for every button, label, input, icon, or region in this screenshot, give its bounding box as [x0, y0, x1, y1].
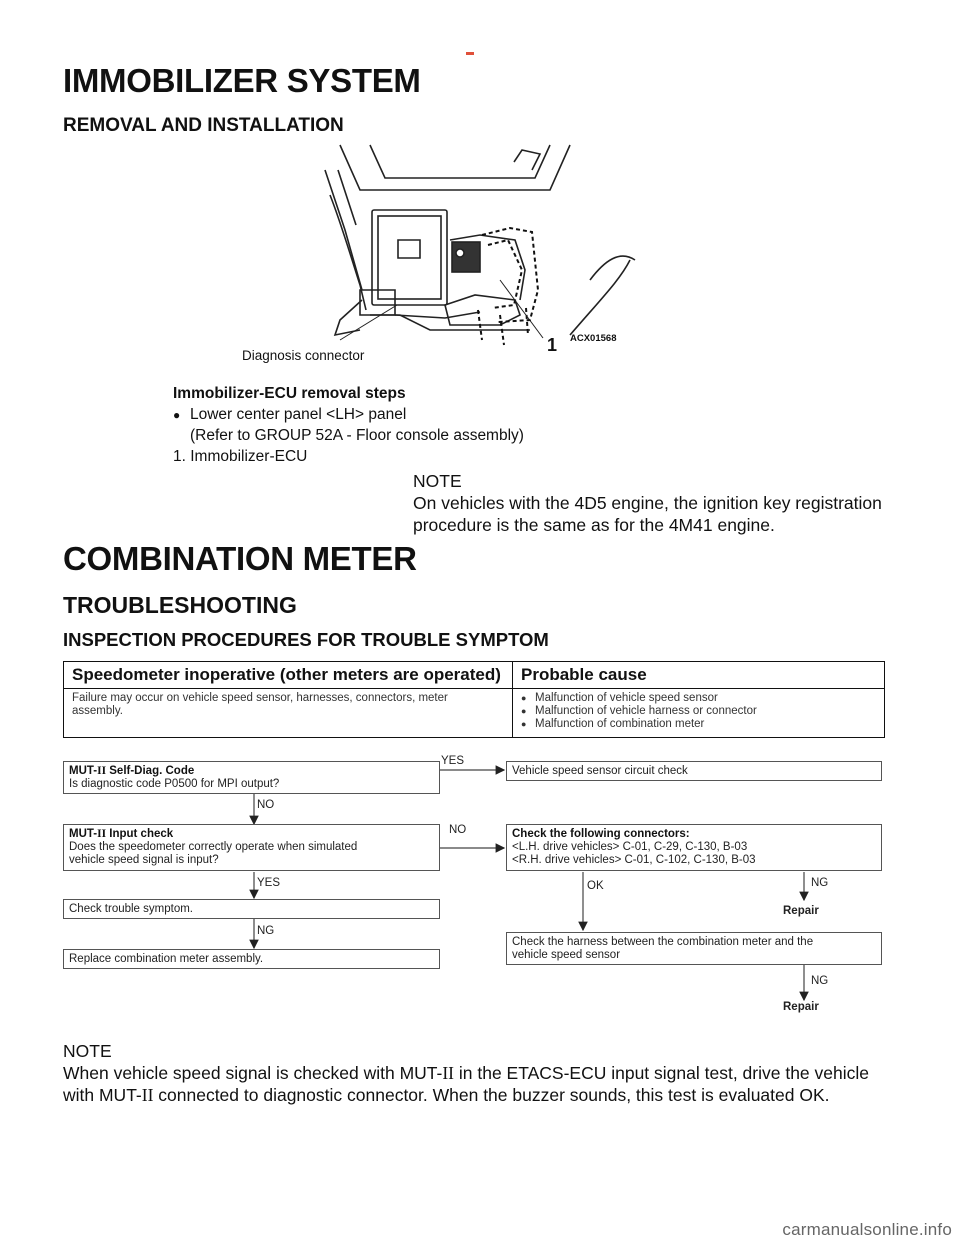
figure-code: ACX01568: [570, 333, 617, 344]
flow-label-no-2: NO: [449, 824, 467, 836]
flow-box-input-check-title: MUT-II Input check: [69, 828, 174, 840]
note-2-label: NOTE: [63, 1041, 112, 1061]
note-line-2: procedure is the same as for the 4M41 engine.: [413, 515, 775, 535]
bullet-icon: ●: [521, 693, 527, 703]
flow-box-speed-sensor-check: Vehicle speed sensor circuit check: [506, 761, 882, 781]
table-header-row: [64, 662, 885, 689]
bullet-icon: ●: [173, 408, 181, 422]
flow-box-input-check: [63, 824, 440, 871]
cause-item-text: Malfunction of combination meter: [535, 718, 705, 730]
flow-box-harness-check-line-1: Check the harness between the combination meter and the: [512, 936, 814, 948]
label-callout-1: 1: [547, 335, 558, 355]
table-row: [64, 689, 885, 738]
label-diagnosis-connector: Diagnosis connector: [242, 348, 365, 363]
flow-label-repair-a: Repair: [783, 905, 819, 917]
table-header-symptom: Speedometer inoperative (other meters are operated): [64, 662, 513, 689]
flow-label-ng-b: NG: [257, 925, 275, 937]
flow-label-yes-1: YES: [441, 755, 465, 767]
flow-box-harness-check-line-2: vehicle speed sensor: [512, 949, 621, 961]
removal-steps-heading: Immobilizer-ECU removal steps: [173, 385, 406, 402]
flow-box-harness-check: [506, 932, 882, 965]
bullet-icon: ●: [521, 706, 527, 716]
note-line-1: On vehicles with the 4D5 engine, the ignition key registration: [413, 493, 882, 513]
removal-step-1: [173, 406, 406, 424]
flow-box-input-check-line-2: vehicle speed signal is input?: [69, 854, 219, 866]
flow-box-connector-check-title: Check the following connectors:: [512, 828, 690, 840]
flow-label-yes-2: YES: [257, 877, 281, 889]
flow-label-repair-b: Repair: [783, 1001, 819, 1013]
watermark: carmanualsonline.info: [782, 1220, 952, 1239]
flow-box-check-symptom: Check trouble symptom.: [63, 899, 440, 919]
table-header-cause: Probable cause: [513, 662, 885, 689]
flow-label-ok: OK: [587, 880, 604, 892]
description-line-1: Failure may occur on vehicle speed sensor, harnesses, connectors, meter: [72, 692, 448, 704]
table-cell-description: [64, 689, 513, 738]
flow-box-self-diag-text: Is diagnostic code P0500 for MPI output?: [69, 778, 280, 790]
symptom-table: [63, 661, 885, 738]
note-label: NOTE: [413, 471, 462, 491]
cause-item: [521, 705, 876, 718]
flow-box-self-diag-title: MUT-II Self-Diag. Code: [69, 765, 195, 777]
section-subtitle-inspection: INSPECTION PROCEDURES FOR TROUBLE SYMPTOM: [63, 629, 549, 650]
flow-label-ng-c: NG: [811, 975, 829, 987]
note-2-line-2: with MUT-II connected to diagnostic connector. When the buzzer sounds, this test is evaluated OK.: [63, 1085, 830, 1105]
removal-step-1-reference: (Refer to GROUP 52A - Floor console assembly): [190, 427, 524, 444]
section-subtitle-removal: REMOVAL AND INSTALLATION: [63, 115, 344, 136]
flow-box-input-check-line-1: Does the speedometer correctly operate when simulated: [69, 841, 358, 853]
table-cell-causes: [513, 689, 885, 738]
flow-box-connector-check: [506, 824, 882, 871]
removal-step-2: 1. Immobilizer-ECU: [173, 448, 308, 465]
flow-box-connector-check-line-1: <L.H. drive vehicles> C-01, C-29, C-130, B-03: [512, 841, 748, 853]
flow-box-connector-check-line-2: <R.H. drive vehicles> C-01, C-102, C-130, B-03: [512, 854, 756, 866]
cause-item: [521, 692, 876, 705]
flow-label-no-1: NO: [257, 799, 275, 811]
flow-box-self-diag: [63, 761, 440, 794]
cause-item-text: Malfunction of vehicle harness or connector: [535, 705, 757, 717]
flow-box-replace-meter: Replace combination meter assembly.: [63, 949, 440, 969]
removal-step-1-text: Lower center panel <LH> panel: [190, 406, 407, 423]
bullet-icon: ●: [521, 719, 527, 729]
header-dash-mark: [466, 52, 474, 55]
description-line-2: assembly.: [72, 705, 123, 717]
section-title-immobilizer: IMMOBILIZER SYSTEM: [63, 62, 421, 99]
section-title-combination-meter: COMBINATION METER: [63, 540, 417, 577]
cause-item-text: Malfunction of vehicle speed sensor: [535, 692, 718, 704]
note-2-line-1: When vehicle speed signal is checked with MUT-II in the ETACS-ECU input signal test, drive the vehicle: [63, 1063, 870, 1083]
flow-label-ng-a: NG: [811, 877, 829, 889]
section-subtitle-troubleshooting: TROUBLESHOOTING: [63, 592, 297, 618]
cause-item: [521, 718, 876, 731]
